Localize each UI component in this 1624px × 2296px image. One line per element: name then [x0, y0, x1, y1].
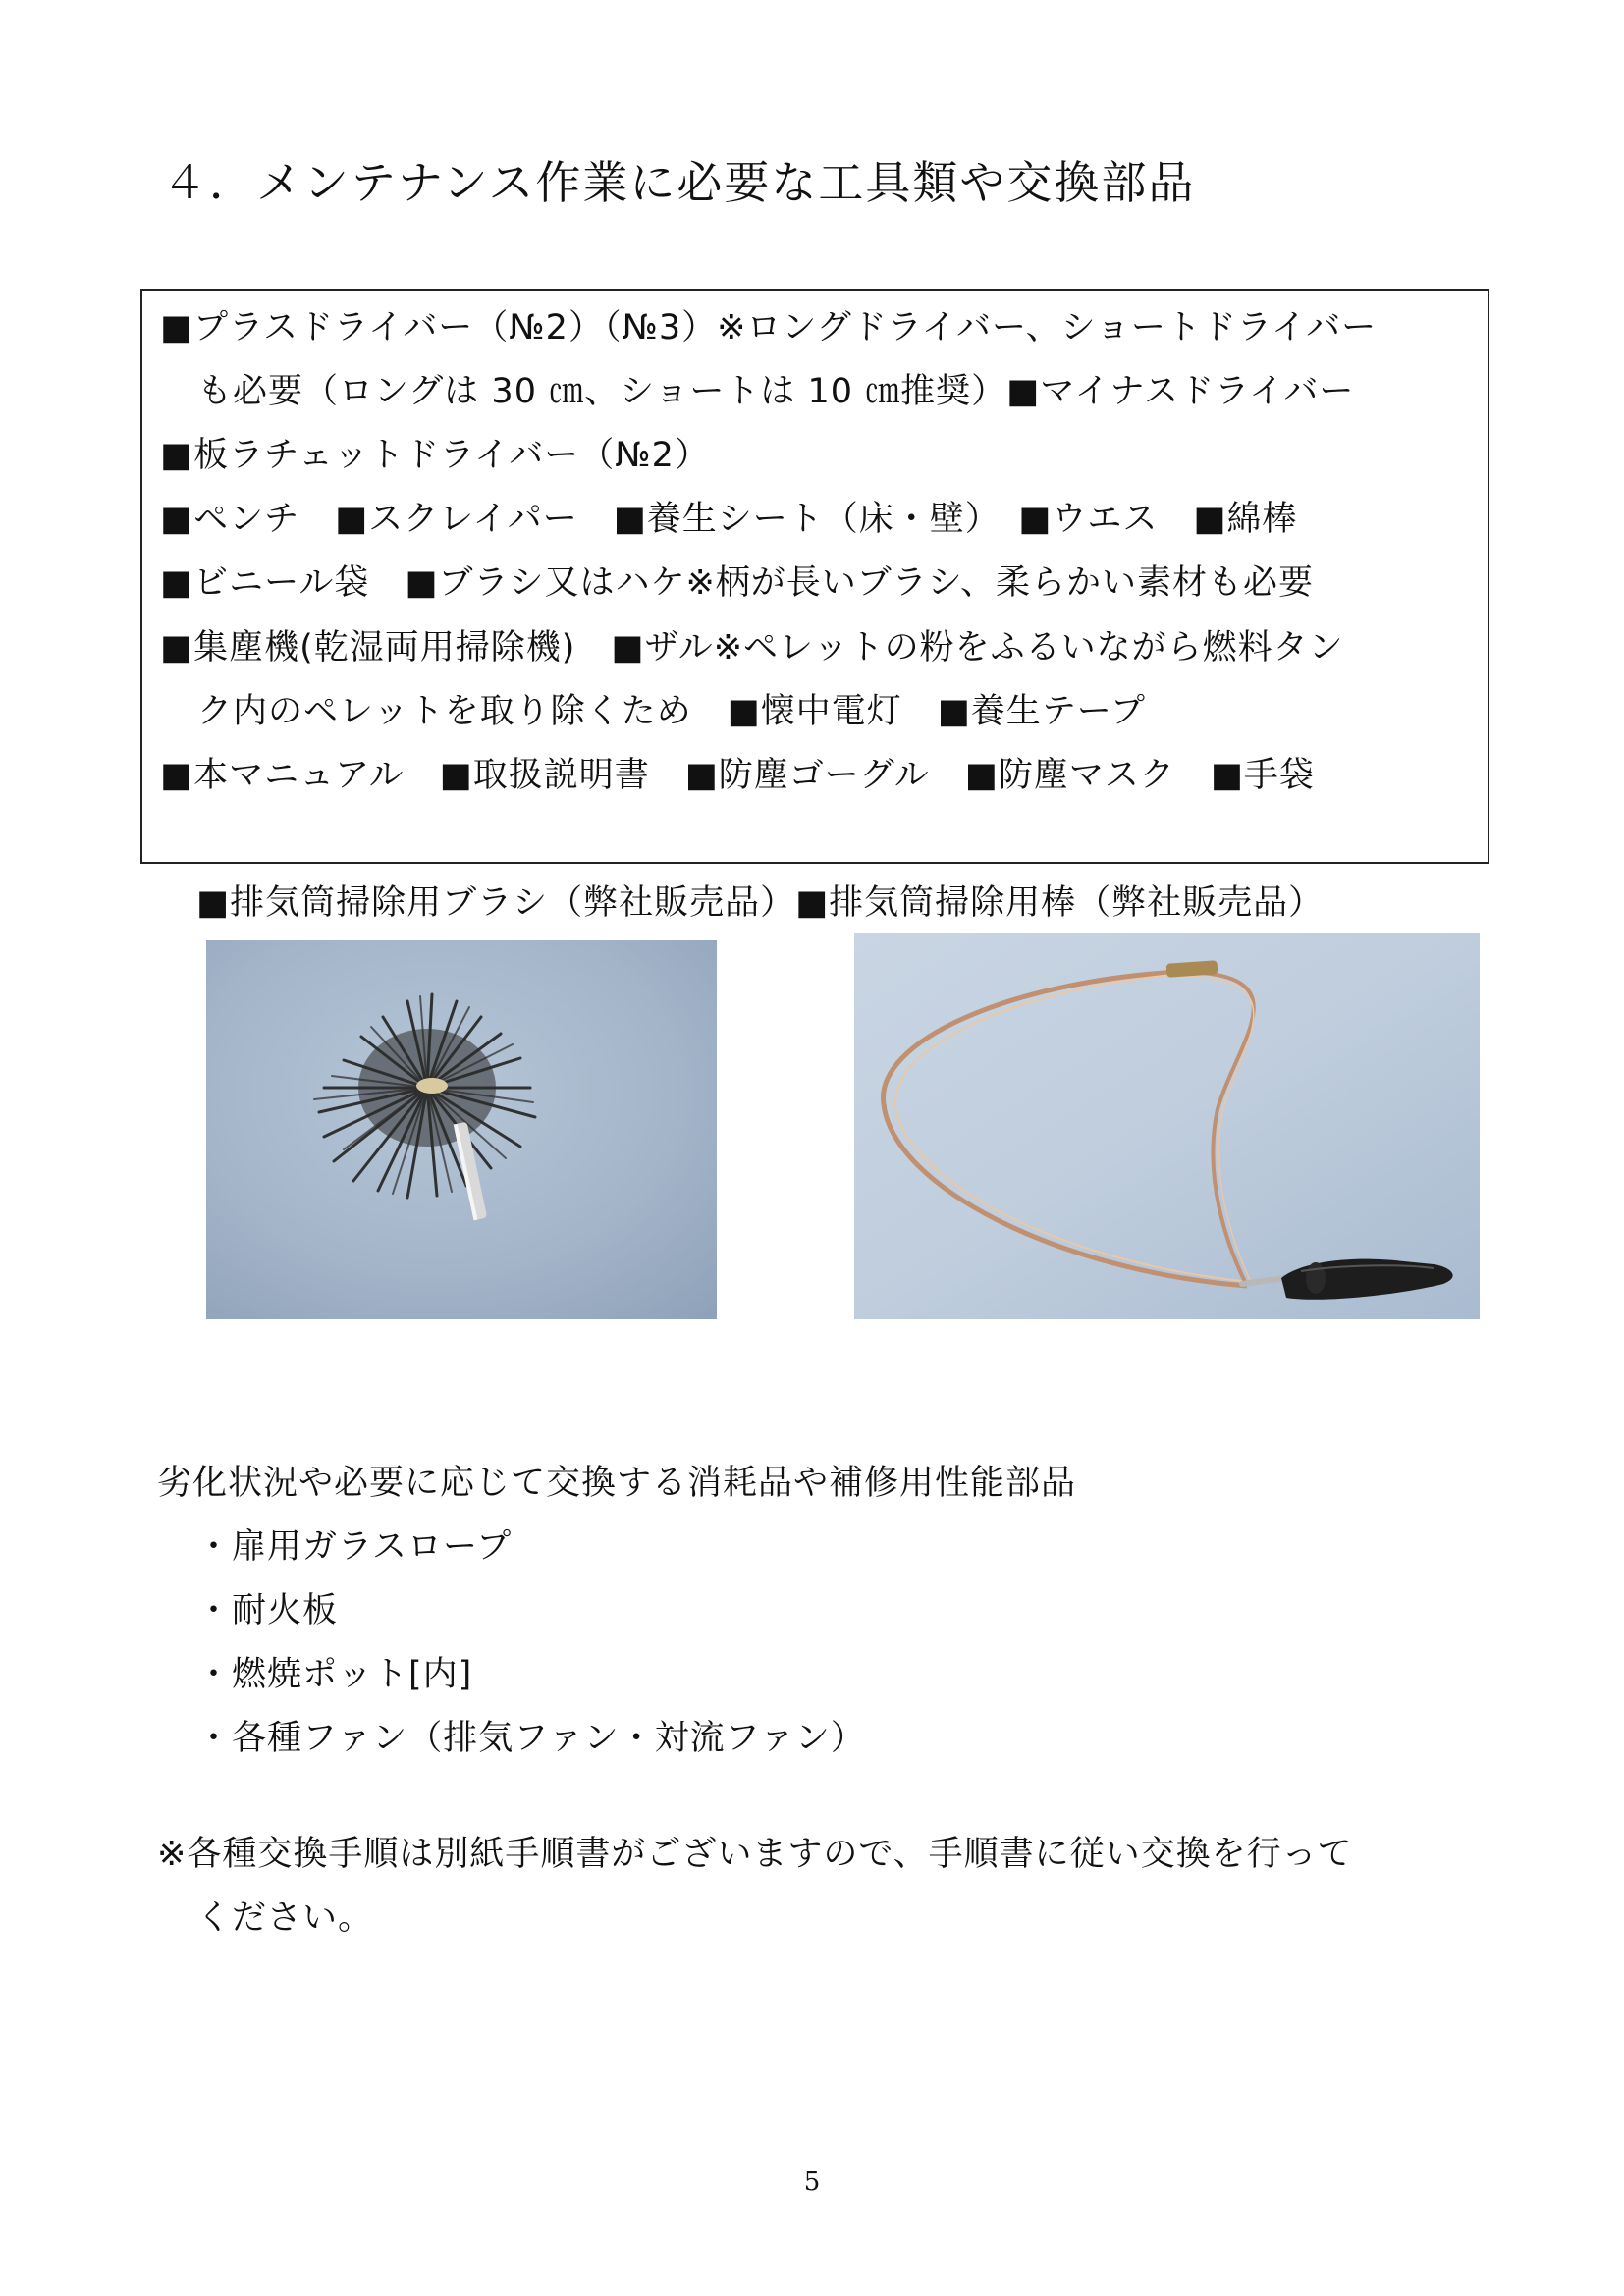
procedure-note-line1: ※各種交換手順は別紙手順書がございますので、手順書に従い交換を行って — [157, 1835, 1353, 1874]
tools-line: ■ビニール袋 ■ブラシ又はハケ※柄が長いブラシ、柔らかい素材も必要 — [160, 563, 1314, 603]
chimney-rod-photo — [854, 933, 1480, 1319]
parts-intro: 劣化状況や必要に応じて交換する消耗品や補修用性能部品 — [157, 1464, 1077, 1503]
chimney-brush-photo — [206, 940, 717, 1319]
tools-line: ■プラスドライバー（№2）（№3）※ロングドライバー、ショートドライバー — [160, 308, 1378, 347]
tools-line: ■ペンチ ■スクレイパー ■養生シート（床・壁） ■ウエス ■綿棒 — [160, 500, 1298, 539]
parts-item: ・耐火板 — [196, 1591, 339, 1630]
procedure-note-line2: ください。 — [196, 1898, 374, 1938]
tools-line: ■本マニュアル ■取扱説明書 ■防塵ゴーグル ■防塵マスク ■手袋 — [160, 756, 1315, 795]
page-number: 5 — [803, 2167, 821, 2197]
tools-line: も必要（ロングは 30 ㎝、ショートは 10 ㎝推奨）■マイナスドライバー — [197, 372, 1355, 411]
tools-line: ■板ラチェットドライバー（№2） — [160, 436, 710, 475]
photo-caption: ■排気筒掃除用ブラシ（弊社販売品）■排気筒掃除用棒（弊社販売品） — [196, 883, 1325, 923]
parts-item: ・扉用ガラスロープ — [196, 1527, 513, 1567]
parts-item: ・燃焼ポット[内] — [196, 1655, 473, 1694]
parts-item: ・各種ファン（排気ファン・対流ファン） — [196, 1719, 866, 1758]
page-title: ４．メンテナンス作業に必要な工具類や交換部品 — [162, 156, 1196, 209]
tools-list-box — [140, 289, 1489, 864]
tools-line: ク内のペレットを取り除くため ■懐中電灯 ■養生テープ — [197, 692, 1147, 731]
tools-line: ■集塵機(乾湿両用掃除機) ■ザル※ペレットの粉をふるいながら燃料タン — [160, 628, 1344, 667]
